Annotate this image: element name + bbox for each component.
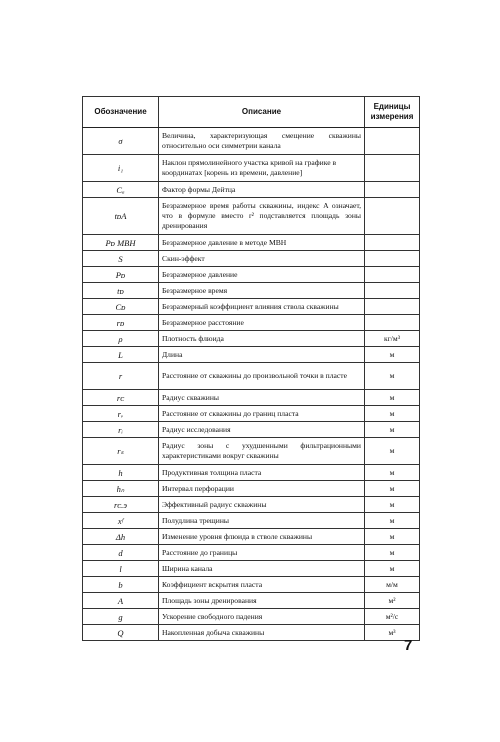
- description-cell: Ускорение свободного падения: [159, 609, 365, 625]
- table-row: [83, 481, 420, 497]
- nomenclature-table: [82, 96, 420, 641]
- table-header-row: [83, 97, 420, 128]
- description-cell: Изменение уровня флюида в стволе скважины: [159, 529, 365, 545]
- units-cell: [365, 283, 420, 299]
- units-cell: м²/с: [365, 609, 420, 625]
- symbol-cell: Pᴅ МВН: [83, 235, 159, 251]
- units-cell: м: [365, 529, 420, 545]
- table-row: [83, 155, 420, 182]
- symbol-cell: L: [83, 347, 159, 363]
- units-cell: м: [365, 481, 420, 497]
- description-cell: Коэффициент вскрытия пласта: [159, 577, 365, 593]
- units-cell: [365, 155, 420, 182]
- symbol-cell: Cᴅ: [83, 299, 159, 315]
- symbol-cell: r: [83, 363, 159, 390]
- units-cell: м: [365, 406, 420, 422]
- table-row: [83, 513, 420, 529]
- table-row: [83, 497, 420, 513]
- table-row: [83, 390, 420, 406]
- symbol-cell: b: [83, 577, 159, 593]
- units-cell: м: [365, 347, 420, 363]
- symbol-cell: h: [83, 465, 159, 481]
- units-cell: м: [365, 497, 420, 513]
- table-row: [83, 545, 420, 561]
- units-cell: м: [365, 390, 420, 406]
- description-cell: Площадь зоны дренирования: [159, 593, 365, 609]
- description-cell: Безразмерный коэффициент влияния ствола скважины: [159, 299, 365, 315]
- description-cell: Радиус скважины: [159, 390, 365, 406]
- units-cell: кг/м³: [365, 331, 420, 347]
- description-cell: Полудлина трещины: [159, 513, 365, 529]
- units-cell: [365, 128, 420, 155]
- description-cell: Радиус исследования: [159, 422, 365, 438]
- units-cell: м³: [365, 625, 420, 641]
- units-cell: [365, 315, 420, 331]
- symbol-cell: Q: [83, 625, 159, 641]
- table-row: [83, 625, 420, 641]
- description-cell: Радиус зоны с ухудшенными фильтрационными характеристиками вокруг скважины: [159, 438, 365, 465]
- table-row: [83, 182, 420, 198]
- symbol-cell: l: [83, 561, 159, 577]
- symbol-cell: A: [83, 593, 159, 609]
- description-cell: Безразмерное давление в методе МВН: [159, 235, 365, 251]
- units-cell: [365, 182, 420, 198]
- table-row: [83, 315, 420, 331]
- table-row: [83, 267, 420, 283]
- description-cell: Расстояние от скважины до произвольной точки в пласте: [159, 363, 365, 390]
- table-row: [83, 331, 420, 347]
- description-cell: Наклон прямолинейного участка кривой на графике в координатах [корень из времени, давление]: [159, 155, 365, 182]
- description-cell: Накопленная добыча скважины: [159, 625, 365, 641]
- page-number: 7: [404, 637, 413, 654]
- units-cell: м: [365, 561, 420, 577]
- symbol-cell: tᴅA: [83, 198, 159, 235]
- table-row: [83, 465, 420, 481]
- header-symbol: Обозначение: [83, 97, 159, 128]
- description-cell: Расстояние от скважины до границ пласта: [159, 406, 365, 422]
- table-row: [83, 363, 420, 390]
- units-cell: м/м: [365, 577, 420, 593]
- symbol-cell: Cₐ: [83, 182, 159, 198]
- table-row: [83, 609, 420, 625]
- table-row: [83, 529, 420, 545]
- units-cell: [365, 267, 420, 283]
- table-row: [83, 235, 420, 251]
- description-cell: Величина, характеризующая смещение скважины относительно оси симметрии канала: [159, 128, 365, 155]
- symbol-cell: rᵥ: [83, 406, 159, 422]
- symbol-cell: σ: [83, 128, 159, 155]
- symbol-cell: S: [83, 251, 159, 267]
- symbol-cell: rₛ: [83, 438, 159, 465]
- table-row: [83, 128, 420, 155]
- symbol-cell: ρ: [83, 331, 159, 347]
- description-cell: Безразмерное время работы скважины, индекс A означает, что в формуле вместо r² подставляется площадь зоны дренирования: [159, 198, 365, 235]
- symbol-cell: rᵢ: [83, 422, 159, 438]
- units-cell: м: [365, 545, 420, 561]
- symbol-cell: rᴄ.э: [83, 497, 159, 513]
- units-cell: м: [365, 422, 420, 438]
- units-cell: м: [365, 363, 420, 390]
- table-row: [83, 561, 420, 577]
- units-cell: м: [365, 513, 420, 529]
- description-cell: Эффективный радиус скважины: [159, 497, 365, 513]
- symbol-cell: Pᴅ: [83, 267, 159, 283]
- description-cell: Безразмерное время: [159, 283, 365, 299]
- symbol-cell: d: [83, 545, 159, 561]
- description-cell: Расстояние до границы: [159, 545, 365, 561]
- description-cell: Длина: [159, 347, 365, 363]
- symbol-cell: xᶠ: [83, 513, 159, 529]
- description-cell: Продуктивная толщина пласта: [159, 465, 365, 481]
- header-units: Единицы измерения: [365, 97, 420, 128]
- table-row: [83, 198, 420, 235]
- table-row: [83, 283, 420, 299]
- symbol-cell: Δh: [83, 529, 159, 545]
- table-row: [83, 422, 420, 438]
- symbol-cell: g: [83, 609, 159, 625]
- units-cell: м: [365, 465, 420, 481]
- description-cell: Плотность флюида: [159, 331, 365, 347]
- symbol-cell: tᴅ: [83, 283, 159, 299]
- symbol-cell: rᴄ: [83, 390, 159, 406]
- header-description: Описание: [159, 97, 365, 128]
- units-cell: [365, 235, 420, 251]
- table-row: [83, 299, 420, 315]
- description-cell: Безразмерное расстояние: [159, 315, 365, 331]
- symbol-cell: rᴅ: [83, 315, 159, 331]
- table-row: [83, 438, 420, 465]
- table-row: [83, 577, 420, 593]
- description-cell: Ширина канала: [159, 561, 365, 577]
- description-cell: Скин-эффект: [159, 251, 365, 267]
- units-cell: м²: [365, 593, 420, 609]
- units-cell: [365, 299, 420, 315]
- table-row: [83, 347, 420, 363]
- table-row: [83, 251, 420, 267]
- table-row: [83, 593, 420, 609]
- description-cell: Безразмерное давление: [159, 267, 365, 283]
- units-cell: [365, 198, 420, 235]
- units-cell: [365, 251, 420, 267]
- units-cell: м: [365, 438, 420, 465]
- symbol-cell: hₙ: [83, 481, 159, 497]
- table-row: [83, 406, 420, 422]
- symbol-cell: i₁: [83, 155, 159, 182]
- description-cell: Интервал перфорации: [159, 481, 365, 497]
- description-cell: Фактор формы Дейтца: [159, 182, 365, 198]
